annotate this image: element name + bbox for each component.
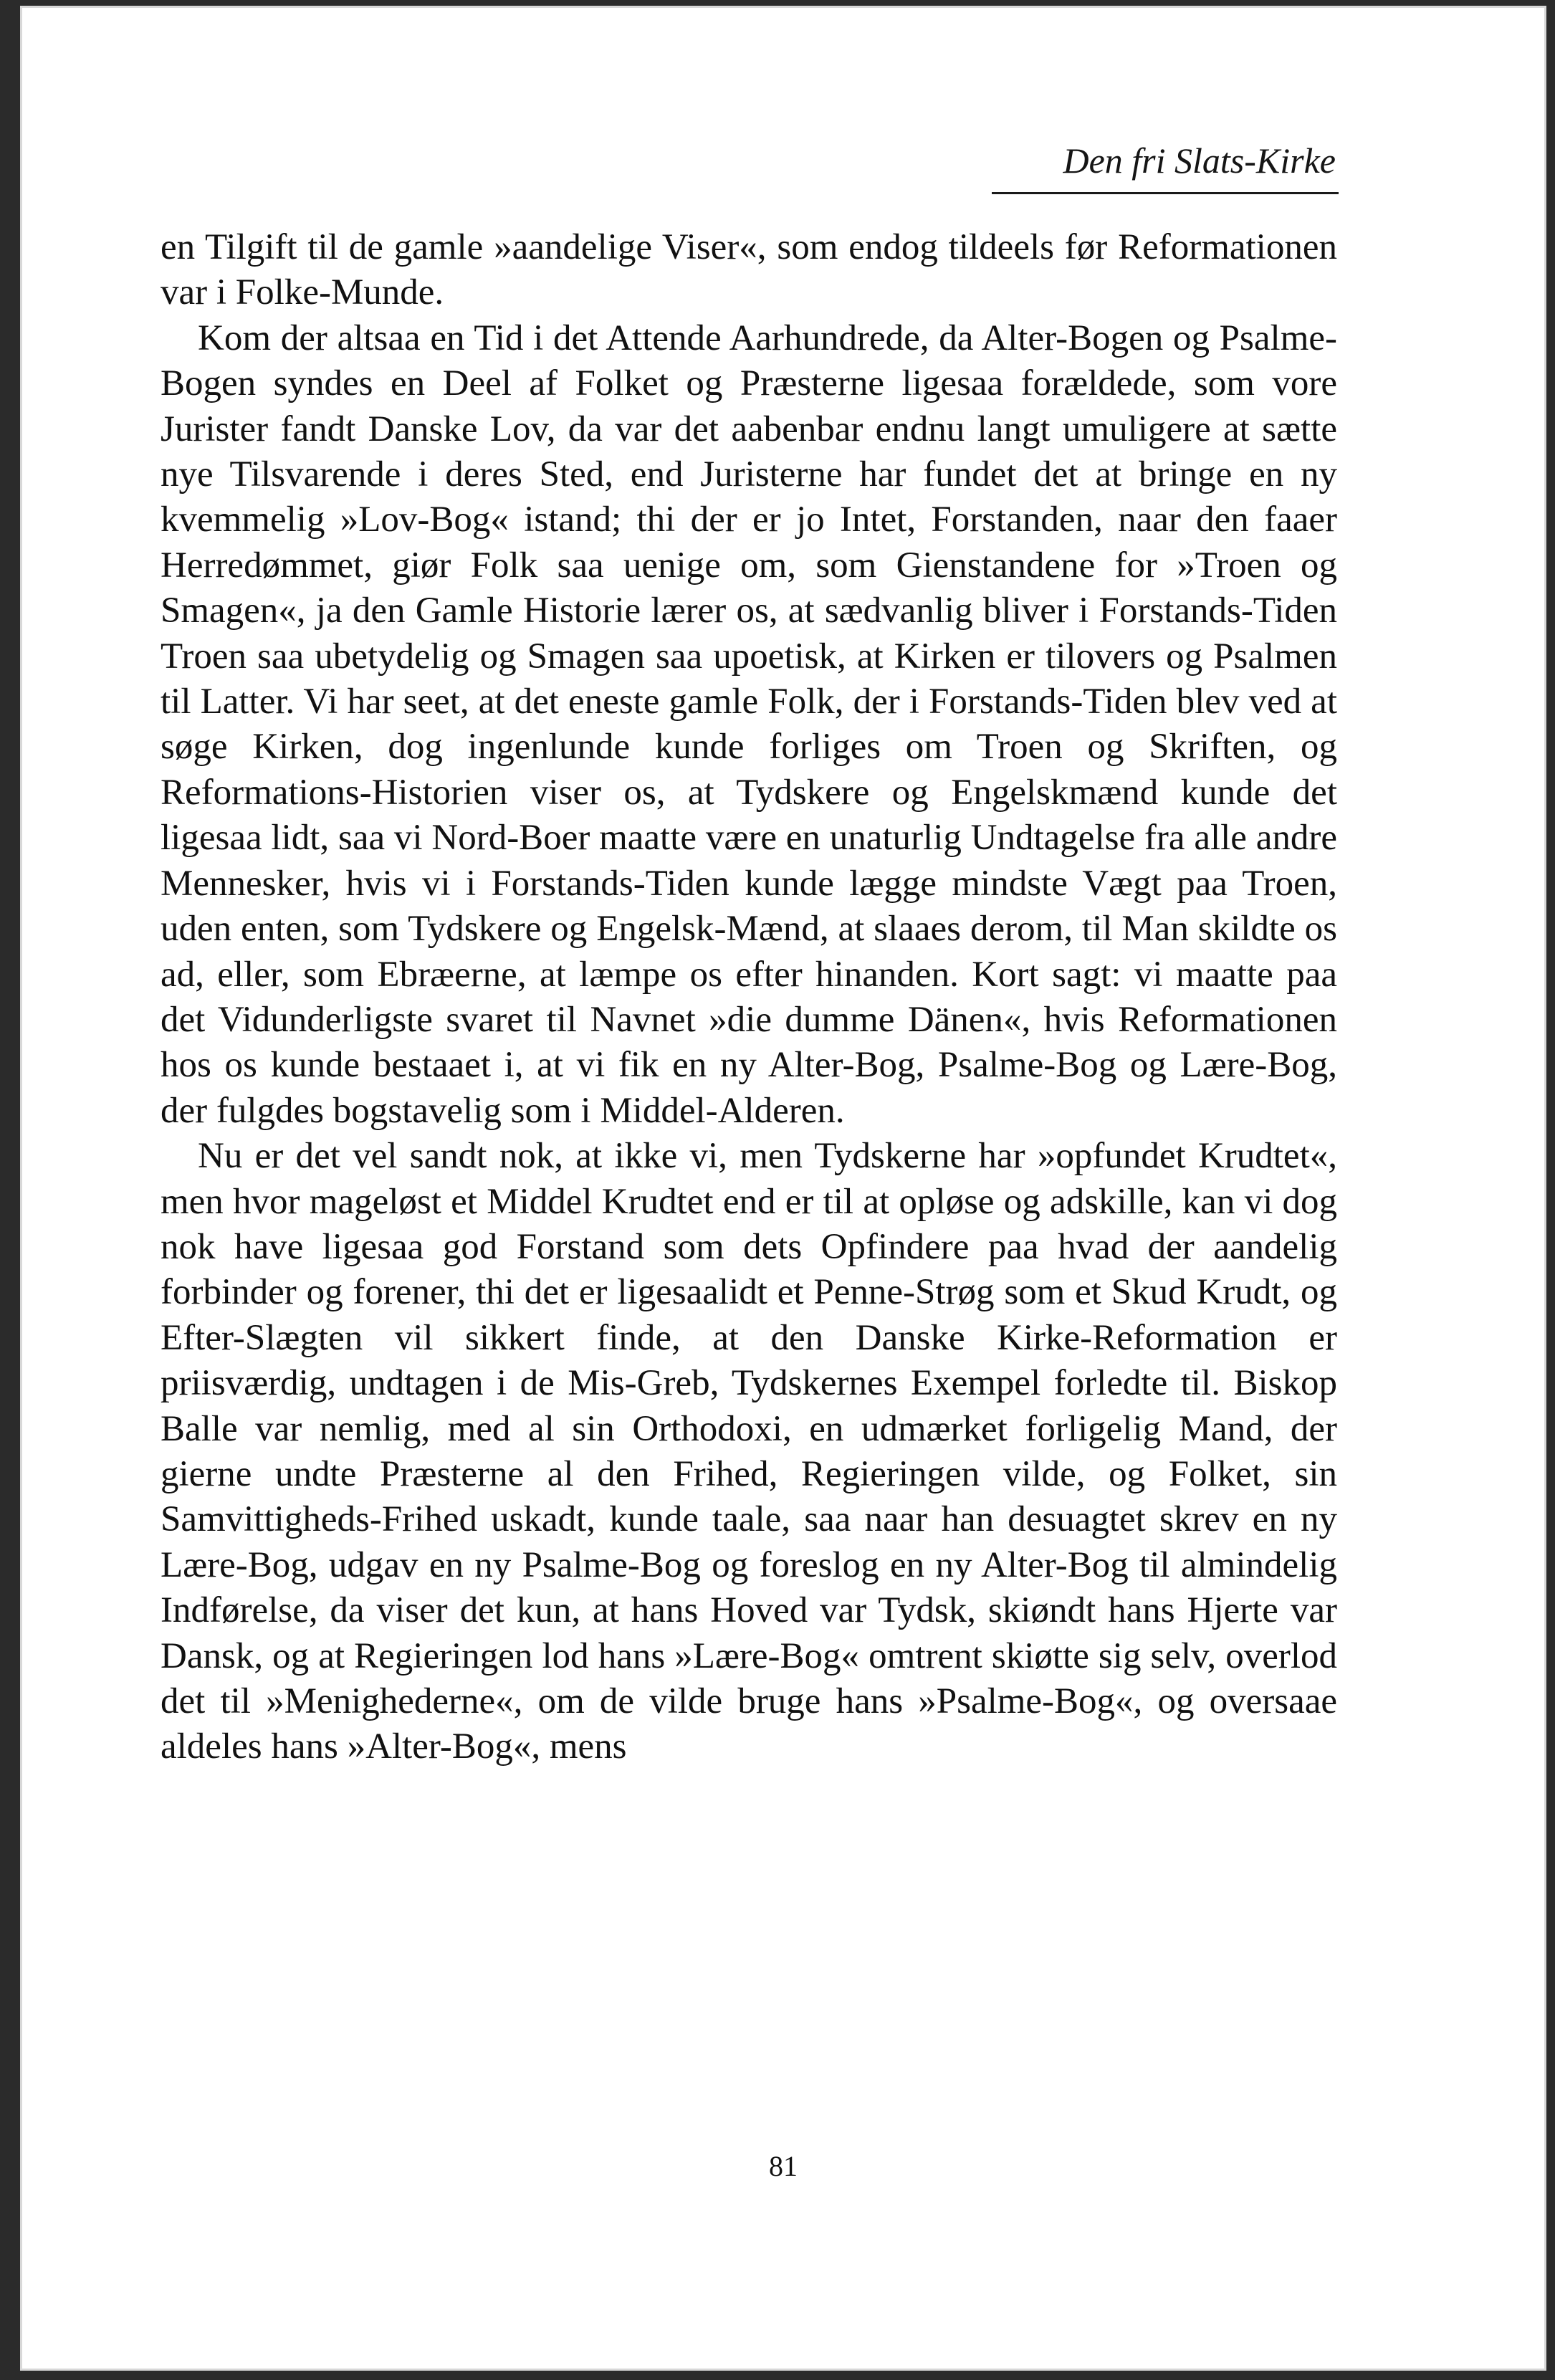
header-rule xyxy=(992,192,1339,194)
running-title: Den fri Slats-Kirke xyxy=(1063,140,1336,181)
paragraph: en Tilgift til de gamle »aandelige Viser«, som endog tildeels før Reformationen var i Folke-Munde. xyxy=(161,227,1337,313)
body-text xyxy=(161,225,1337,1770)
paragraph: Nu er det vel sandt nok, at ikke vi, men Tydskerne har »opfundet Krudtet«, men hvor mageløst et Middel Krudtet end er til at opløse og adskille, kan vi dog nok have ligesaa god Forstand som dets Opfindere paa hvad der aandelig forbinder og forener, thi det er ligesaalidt et Penne-Strøg som et Skud Krudt, og Efter-Slægten vil sikkert finde, at den Danske Kirke-Reformation er priisværdig, undtagen i de Mis-Greb, Tydskernes Exempel forledte til. Biskop Balle var nemlig, med al sin Orthodoxi, en udmærket forligelig Mand, der gierne undte Præsterne al den Frihed, Regieringen vilde, og Folket, sin Samvittigheds-Frihed uskadt, kunde taale, saa naar han desuagtet skrev en ny Lære-Bog, udgav en ny Psalme-Bog og foreslog en ny Alter-Bog til almindelig Indførelse, da viser det kun, at hans Hoved var Tydsk, skiøndt hans Hjerte var Dansk, og at Regieringen lod hans »Lære-Bog« omtrent skiøtte sig selv, overlod det til »Menighederne«, om de vilde bruge hans »Psalme-Bog«, og oversaae aldeles hans »Alter-Bog«, mens xyxy=(161,1136,1337,1767)
paragraph: Kom der altsaa en Tid i det Attende Aarhundrede, da Alter-Bogen og Psalme-Bogen syndes en Deel af Folket og Præsterne ligesaa forældede, som vore Jurister fandt Danske Lov, da var det aabenbar endnu langt umuligere at sætte nye Tilsvarende i deres Sted, end Juristerne har fundet det at bringe en ny kvemmelig »Lov-Bog« istand; thi der er jo Intet, Forstanden, naar den faaer Herredømmet, giør Folk saa uenige om, som Gienstandene for »Troen og Smagen«, ja den Gamle Historie lærer os, at sædvanlig bliver i Forstands-Tiden Troen saa ubetydelig og Smagen saa upoetisk, at Kirken er tilovers og Psalmen til Latter. Vi har seet, at det eneste gamle Folk, der i Forstands-Tiden blev ved at søge Kirken, dog ingenlunde kunde forliges om Troen og Skriften, og Reformations-Historien viser os, at Tydskere og Engelskmænd kunde det ligesaa lidt, saa vi Nord-Boer maatte være en unaturlig Undtagelse fra alle andre Mennesker, hvis vi i Forstands-Tiden kunde lægge mindste Vægt paa Troen, uden enten, som Tydskere og Engelsk-Mænd, at slaaes derom, til Man skildte os ad, eller, som Ebræerne, at læmpe os efter hinanden. Kort sagt: vi maatte paa det Vidunderligste svaret til Navnet »die dumme Dänen«, hvis Reformationen hos os kunde bestaaet i, at vi fik en ny Alter-Bog, Psalme-Bog og Lære-Bog, der fulgdes bogstavelig som i Middel-Alderen. xyxy=(161,317,1337,1131)
page-number: 81 xyxy=(769,2150,798,2182)
book-page xyxy=(20,6,1546,2371)
